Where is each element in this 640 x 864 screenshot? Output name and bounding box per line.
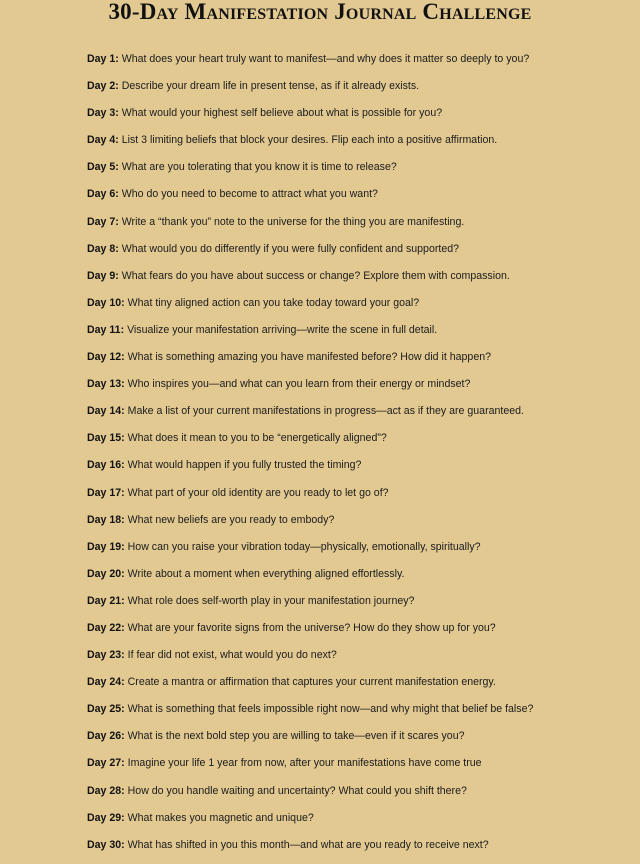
list-item bbox=[87, 701, 533, 728]
list-item bbox=[87, 674, 533, 701]
prompt-text: What are your favorite signs from the universe? How do they show up for you? bbox=[127, 621, 496, 634]
list-item bbox=[87, 430, 533, 457]
day-label: Day 17: bbox=[87, 486, 125, 499]
day-label: Day 23: bbox=[87, 649, 125, 662]
day-label: Day 4: bbox=[87, 134, 119, 147]
prompt-text: Write about a moment when everything aligned effortlessly. bbox=[127, 567, 405, 580]
day-label: Day 8: bbox=[87, 242, 119, 255]
prompt-text: Describe your dream life in present tense, as if it already exists. bbox=[121, 80, 420, 93]
list-item bbox=[87, 132, 533, 159]
list-item bbox=[87, 728, 533, 755]
day-label: Day 1: bbox=[87, 53, 119, 65]
prompt-text: What are you tolerating that you know it is time to release? bbox=[121, 161, 397, 174]
day-label: Day 7: bbox=[87, 215, 119, 228]
day-label: Day 27: bbox=[87, 757, 125, 770]
prompt-text: What new beliefs are you ready to embody? bbox=[127, 513, 335, 526]
prompt-text: What part of your old identity are you ready to let go of? bbox=[127, 486, 389, 499]
day-label: Day 18: bbox=[87, 513, 125, 526]
day-label: Day 6: bbox=[87, 188, 119, 201]
day-label: Day 24: bbox=[87, 676, 125, 689]
list-item bbox=[87, 295, 533, 322]
day-label: Day 16: bbox=[87, 459, 125, 472]
list-item bbox=[87, 810, 533, 837]
prompt-text: What does your heart truly want to manifest—and why does it matter so deeply to you? bbox=[121, 53, 530, 65]
day-label: Day 5: bbox=[87, 161, 119, 174]
day-label: Day 10: bbox=[87, 296, 125, 309]
prompt-text: How can you raise your vibration today—physically, emotionally, spiritually? bbox=[127, 540, 481, 553]
list-item bbox=[87, 241, 533, 268]
day-label: Day 21: bbox=[87, 594, 125, 607]
prompt-text: Make a list of your current manifestations in progress—act as if they are guaranteed. bbox=[127, 405, 524, 418]
prompt-text: What is something that feels impossible right now—and why might that belief be false? bbox=[127, 703, 534, 716]
prompt-text: What would you do differently if you were fully confident and supported? bbox=[121, 242, 459, 255]
day-label: Day 22: bbox=[87, 621, 125, 634]
day-label: Day 29: bbox=[87, 811, 125, 824]
list-item bbox=[87, 837, 533, 864]
prompt-text: What makes you magnetic and unique? bbox=[127, 811, 314, 824]
list-item bbox=[87, 376, 533, 403]
prompt-text: Write a “thank you” note to the universe for the thing you are manifesting. bbox=[121, 215, 465, 228]
list-item bbox=[87, 159, 533, 186]
day-label: Day 19: bbox=[87, 540, 125, 553]
prompt-text: Who inspires you—and what can you learn from their energy or mindset? bbox=[127, 378, 471, 391]
day-label: Day 11: bbox=[87, 323, 125, 336]
prompt-text: What fears do you have about success or change? Explore them with compassion. bbox=[121, 269, 510, 282]
list-item bbox=[87, 485, 533, 512]
prompt-text: What is the next bold step you are willing to take—even if it scares you? bbox=[127, 730, 465, 743]
prompt-text: What would your highest self believe about what is possible for you? bbox=[121, 107, 443, 120]
prompt-text: What does it mean to you to be “energetically aligned”? bbox=[127, 432, 387, 445]
list-item bbox=[87, 403, 533, 430]
list-item bbox=[87, 105, 533, 132]
prompt-text: How do you handle waiting and uncertainty? What could you shift there? bbox=[127, 784, 467, 797]
prompt-text: What would happen if you fully trusted the timing? bbox=[127, 459, 362, 472]
list-item bbox=[87, 593, 533, 620]
list-item bbox=[87, 620, 533, 647]
day-label: Day 3: bbox=[87, 107, 119, 120]
prompt-text: What is something amazing you have manifested before? How did it happen? bbox=[127, 351, 491, 364]
list-item bbox=[87, 512, 533, 539]
day-label: Day 30: bbox=[87, 838, 125, 851]
day-label: Day 20: bbox=[87, 567, 125, 580]
list-item bbox=[87, 349, 533, 376]
prompt-text: What role does self-worth play in your manifestation journey? bbox=[127, 594, 415, 607]
list-item bbox=[87, 186, 533, 213]
day-label: Day 26: bbox=[87, 730, 125, 743]
list-item bbox=[87, 268, 533, 295]
list-item bbox=[87, 322, 533, 349]
prompt-text: List 3 limiting beliefs that block your desires. Flip each into a positive affirmation. bbox=[121, 134, 498, 147]
day-label: Day 13: bbox=[87, 378, 125, 391]
prompt-list bbox=[87, 51, 533, 864]
list-item bbox=[87, 783, 533, 810]
prompt-text: Visualize your manifestation arriving—write the scene in full detail. bbox=[127, 323, 438, 336]
day-label: Day 2: bbox=[87, 80, 119, 93]
list-item bbox=[87, 51, 533, 78]
list-item bbox=[87, 214, 533, 241]
list-item bbox=[87, 755, 533, 782]
list-item bbox=[87, 647, 533, 674]
day-label: Day 25: bbox=[87, 703, 125, 716]
prompt-text: What tiny aligned action can you take today toward your goal? bbox=[127, 296, 420, 309]
list-item bbox=[87, 566, 533, 593]
prompt-text: Create a mantra or affirmation that captures your current manifestation energy. bbox=[127, 676, 496, 689]
prompt-text: What has shifted in you this month—and what are you ready to receive next? bbox=[127, 838, 489, 851]
page-title: 30-Day Manifestation Journal Challenge bbox=[108, 0, 532, 24]
day-label: Day 12: bbox=[87, 351, 125, 364]
day-label: Day 28: bbox=[87, 784, 125, 797]
day-label: Day 9: bbox=[87, 269, 119, 282]
day-label: Day 14: bbox=[87, 405, 125, 418]
list-item bbox=[87, 539, 533, 566]
list-item bbox=[87, 457, 533, 484]
list-item bbox=[87, 78, 533, 105]
prompt-text: Who do you need to become to attract what you want? bbox=[121, 188, 378, 201]
prompt-text: If fear did not exist, what would you do next? bbox=[127, 649, 337, 662]
day-label: Day 15: bbox=[87, 432, 125, 445]
prompt-text: Imagine your life 1 year from now, after your manifestations have come true bbox=[127, 757, 482, 770]
